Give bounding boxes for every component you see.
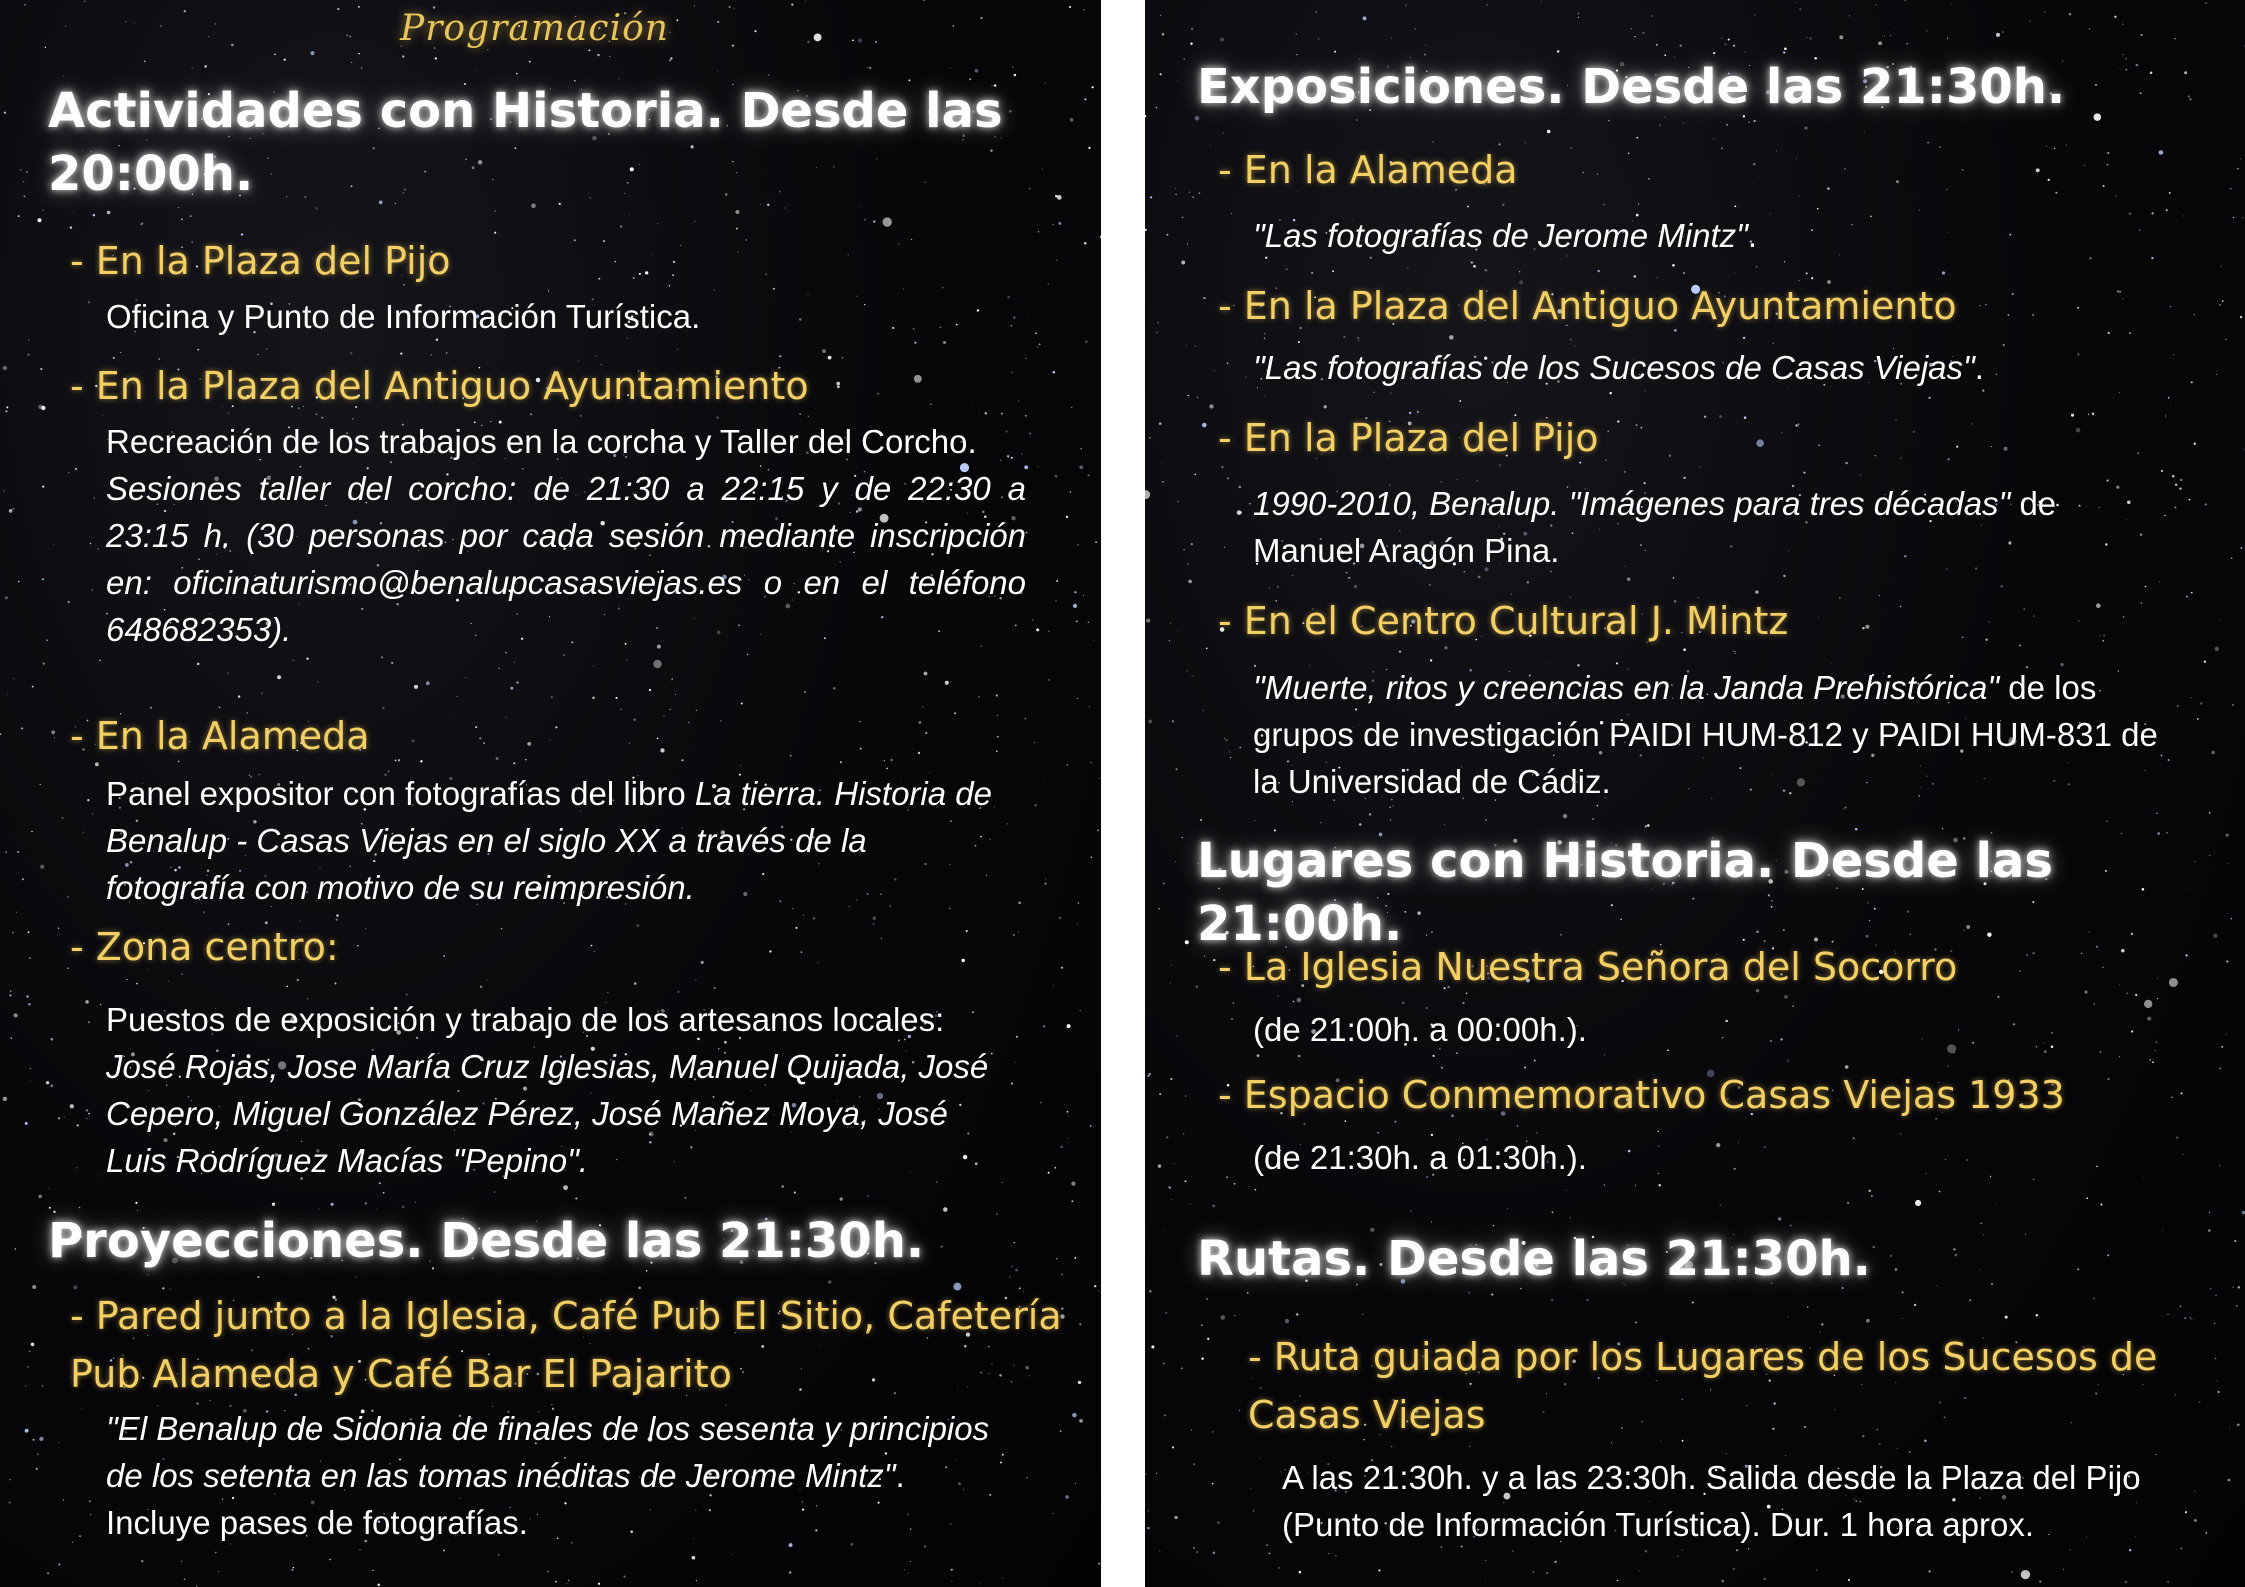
description-muerte-ritos: "Muerte, ritos y creencias en la Janda Prehistórica" de los grupos de investigación PAIDI HUM-812 y PAIDI HUM-831 de la Universidad de Cádiz. [1253, 669, 2158, 800]
programacion-script-title: Programación [400, 8, 669, 49]
description-imagenes-tres-decadas: 1990-2010, Benalup. "Imágenes para tres décadas" de Manuel Aragón Pina. [1253, 485, 2057, 569]
heading-exposiciones: Exposiciones. Desde las 21:30h. [1197, 59, 2066, 115]
location-alameda: - En la Alameda [1218, 148, 1518, 192]
heading-actividades: Actividades con Historia. Desde las 20:00h. [48, 83, 1003, 202]
sesiones-taller-text: Sesiones taller del corcho: de 21:30 a 22:15 y de 22:30 a 23:15 h. (30 personas por cada sesión mediante inscripción en: oficinaturismo@benalupcasasviejas.es o en el teléfono 648682353). [106, 470, 1026, 648]
heading-rutas: Rutas. Desde las 21:30h. [1197, 1231, 1871, 1287]
location-plaza-del-pijo: - En la Plaza del Pijo [1218, 416, 1599, 460]
artesanos-names-text: José Rojas, Jose María Cruz Iglesias, Manuel Quijada, José Cepero, Miguel González Pérez, José Mañez Moya, José Luis Rodríguez Macías "Pepino". [106, 1048, 989, 1179]
projection-title-text: "El Benalup de Sidonia de finales de los sesenta y principios de los setenta en las tomas inéditas de Jerome Mintz" [106, 1410, 990, 1494]
left-page [0, 0, 1101, 1587]
right-page [1145, 0, 2245, 1587]
location-pared-iglesia: - Pared junto a la Iglesia, Café Pub El Sitio, Cafetería Pub Alameda y Café Bar El Pajarito [70, 1294, 1062, 1396]
location-plaza-antiguo-ayuntamiento: - En la Plaza del Antiguo Ayuntamiento [70, 364, 809, 408]
location-zona-centro: - Zona centro: [70, 925, 339, 969]
description-oficina: Oficina y Punto de Información Turística. [106, 298, 701, 335]
location-plaza-del-pijo: - En la Plaza del Pijo [70, 239, 451, 283]
location-ruta-guiada: - Ruta guiada por los Lugares de los Sucesos de Casas Viejas [1248, 1335, 2158, 1437]
location-plaza-antiguo-ayuntamiento: - En la Plaza del Antiguo Ayuntamiento [1218, 284, 1957, 328]
location-alameda: - En la Alameda [70, 714, 370, 758]
book-title-text: La tierra. Historia de Benalup - Casas Viejas en el siglo XX a través de la fotografía con motivo de su reimpresión. [106, 775, 992, 906]
description-horario-iglesia: (de 21:00h. a 00:00h.). [1253, 1011, 1587, 1048]
heading-lugares: Lugares con Historia. Desde las 21:00h. [1197, 833, 2053, 952]
description-horario-espacio: (de 21:30h. a 01:30h.). [1253, 1139, 1587, 1176]
location-centro-cultural: - En el Centro Cultural J. Mintz [1218, 599, 1789, 643]
description-artesanos: Puestos de exposición y trabajo de los artesanos locales: José Rojas, Jose María Cruz Iglesias, Manuel Quijada, José Cepero, Miguel González Pérez, José Mañez Moya, José Luis Rodríguez Macías "Pepino". [106, 1001, 989, 1179]
location-iglesia-socorro: - La Iglesia Nuestra Señora del Socorro [1218, 945, 1958, 989]
description-el-benalup: "El Benalup de Sidonia de finales de los sesenta y principios de los setenta en las tomas inéditas de Jerome Mintz". Incluye pases de fotografías. [106, 1410, 990, 1541]
heading-proyecciones: Proyecciones. Desde las 21:30h. [48, 1213, 925, 1269]
description-recreacion-corcha: Recreación de los trabajos en la corcha y Taller del Corcho. Sesiones taller del corcho: de 21:30 a 22:15 y de 22:30 a 23:15 h. (30 personas por cada sesión mediante inscripción en: oficinaturismo@benalupcasasviejas.es o en el teléfono 648682353). [106, 423, 1026, 648]
description-fotografias-sucesos: "Las fotografías de los Sucesos de Casas Viejas". [1253, 349, 1984, 386]
description-ruta-horario: A las 21:30h. y a las 23:30h. Salida desde la Plaza del Pijo (Punto de Información Turística). Dur. 1 hora aprox. [1282, 1459, 2141, 1543]
location-espacio-conmemorativo: - Espacio Conmemorativo Casas Viejas 1933 [1218, 1073, 2065, 1117]
description-panel-expositor: Panel expositor con fotografías del libro La tierra. Historia de Benalup - Casas Viejas en el siglo XX a través de la fotografía con motivo de su reimpresión. [106, 775, 992, 906]
description-fotografias-mintz: "Las fotografías de Jerome Mintz". [1253, 217, 1757, 254]
